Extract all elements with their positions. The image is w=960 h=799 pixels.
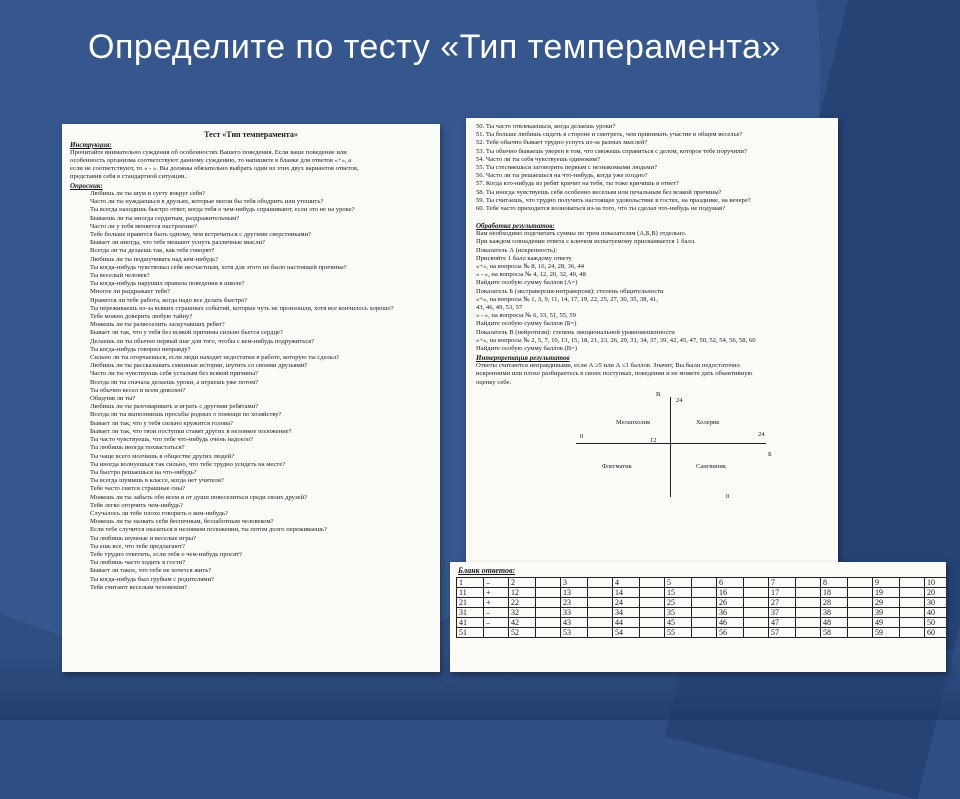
question-number-cell: 31 (457, 608, 484, 618)
question-item: 28. Всегда ли ты выполняешь просьбы родных о помощи по хозяйству? (90, 411, 432, 419)
answer-mark-cell[interactable] (744, 598, 769, 608)
answer-mark-cell[interactable] (744, 578, 769, 588)
answer-mark-cell[interactable] (588, 628, 613, 638)
answer-mark-cell[interactable] (588, 608, 613, 618)
answer-mark-cell[interactable] (848, 598, 873, 608)
question-number-cell: 47 (769, 618, 796, 628)
answer-mark-cell[interactable] (640, 618, 665, 628)
answer-mark-cell[interactable] (692, 588, 717, 598)
text-line: Вам необходимо подсчитать суммы по трем показателям (А,Б,В) отдельно. (476, 230, 687, 238)
text-line: 51. Ты больше любишь сидеть в стороне и смотреть, чем принимать участие в общем веселье? (476, 131, 743, 139)
question-item: 9. Любишь ли ты подшучивать над кем-нибудь? (90, 256, 432, 264)
question-number-cell: 3 (561, 578, 588, 588)
question-item: 36. Ты всегда шумишь в классе, когда нет учителя? (90, 477, 432, 485)
answer-mark-cell[interactable] (900, 618, 925, 628)
answer-mark-cell[interactable]: + (484, 598, 509, 608)
answer-mark-cell[interactable] (796, 618, 821, 628)
question-item: 5. Часто ли у тебя меняется настроение? (90, 223, 432, 231)
question-item: 4. Бываешь ли ты иногда сердитым, раздражительным? (90, 215, 432, 223)
answer-mark-cell[interactable] (536, 588, 561, 598)
question-number-cell: 15 (665, 588, 692, 598)
question-number-cell: 9 (873, 578, 900, 588)
answer-mark-cell[interactable]: + (484, 588, 509, 598)
answer-mark-cell[interactable] (588, 578, 613, 588)
question-item: 19. Делаешь ли ты обычно первый шаг для того, чтобы с кем-нибудь подружиться? (90, 338, 432, 346)
answer-mark-cell[interactable] (588, 598, 613, 608)
question-item: 40. Случалось ли тебе плохо говорить о ком-нибудь? (90, 510, 432, 518)
question-number-cell: 5 (665, 578, 692, 588)
question-number-cell: 52 (509, 628, 536, 638)
questionnaire-heading: Опросник: (70, 182, 103, 190)
question-number-cell: 59 (873, 628, 900, 638)
answer-mark-cell[interactable] (744, 628, 769, 638)
answer-mark-cell[interactable]: – (484, 608, 509, 618)
question-item: 48. Ты когда-нибудь был грубым с родителями? (90, 576, 432, 584)
question-number-cell: 56 (717, 628, 744, 638)
text-line: Показатель В (нейротизм): степень эмоциональной уравновешенности (476, 328, 675, 336)
question-item: 10. Ты когда-нибудь чувствовал себя несчастным, хотя для этого не было настоящей причины? (90, 264, 432, 272)
answer-mark-cell[interactable] (900, 588, 925, 598)
temperament-diagram (546, 391, 796, 503)
question-number-cell: 14 (613, 588, 640, 598)
horizontal-axis (576, 443, 766, 444)
question-number-cell: 49 (873, 618, 900, 628)
text-line: Найдите особую сумму баллов (В=) (476, 345, 578, 353)
question-number-cell: 30 (925, 598, 947, 608)
axis-label-v: В (656, 390, 661, 398)
answer-mark-cell[interactable] (796, 598, 821, 608)
question-item: 17. Можешь ли ты развеселить заскучавших ребят? (90, 321, 432, 329)
answer-mark-cell[interactable] (744, 608, 769, 618)
question-number-cell: 13 (561, 588, 588, 598)
answer-mark-cell[interactable] (848, 588, 873, 598)
answer-mark-cell[interactable] (536, 598, 561, 608)
answer-mark-cell[interactable] (536, 608, 561, 618)
question-number-cell: 28 (821, 598, 848, 608)
slide-title: Определите по тесту «Тип темперамента» (88, 28, 781, 66)
answer-mark-cell[interactable] (796, 608, 821, 618)
interpretation-heading: Интерпретация результатов (476, 354, 570, 363)
question-item: 25. Ты обычно весел и всем доволен? (90, 387, 432, 395)
text-line: «+», на вопросы № 1, 3, 9, 11, 14, 17, 19, 22, 25, 27, 30, 35, 38, 41, (476, 295, 658, 303)
answer-mark-cell[interactable] (692, 598, 717, 608)
question-number-cell: 45 (665, 618, 692, 628)
answer-row (457, 618, 947, 628)
vertical-axis (670, 397, 671, 497)
question-number-cell: 43 (561, 618, 588, 628)
question-item: 11. Ты веселый человек? (90, 272, 432, 280)
answer-mark-cell[interactable] (848, 628, 873, 638)
question-item: 2. Часто ли ты нуждаешься в друзьях, которые могли бы тебя ободрить или утешить? (90, 198, 432, 206)
answer-row (457, 628, 947, 638)
question-number-cell: 32 (509, 608, 536, 618)
answer-row (457, 608, 947, 618)
text-line: Найдите особую сумму баллов (Б=) (476, 320, 577, 328)
question-number-cell: 8 (821, 578, 848, 588)
text-line: искренними или плохо разбираетесь в своих поступках, поведении и не можете дать объективную (476, 370, 753, 378)
question-item: 38. Можешь ли ты забыть обо всем и от души повеселиться среди своих друзей? (90, 494, 432, 502)
question-number-cell: 11 (457, 588, 484, 598)
question-number-cell: 12 (509, 588, 536, 598)
answer-mark-cell[interactable]: – (484, 618, 509, 628)
question-list (70, 190, 432, 592)
question-number-cell: 25 (665, 598, 692, 608)
answer-mark-cell[interactable] (796, 578, 821, 588)
question-item: 47. Бывает ли такое, что тебе не хочется жить? (90, 567, 432, 575)
question-item: 32. Ты любишь иногда похвастаться? (90, 444, 432, 452)
question-item: 29. Бывает ли так, что у тебя сильно кружится голова? (90, 420, 432, 428)
question-number-cell: 37 (769, 608, 796, 618)
question-item: 24. Всегда ли ты сначала делаешь уроки, а играешь уже потом? (90, 379, 432, 387)
answer-mark-cell[interactable] (640, 588, 665, 598)
text-line: 58. Ты иногда чувствуешь себя особенно веселым или печальным без всякой причины? (476, 188, 722, 196)
instruction-text (70, 149, 432, 181)
question-number-cell: 40 (925, 608, 947, 618)
question-item: 16. Тебе можно доверить любую тайну? (90, 313, 432, 321)
text-line: 57. Когда кто-нибудь из ребят кричит на тебя, ты тоже кричишь в ответ? (476, 180, 679, 188)
question-number-cell: 38 (821, 608, 848, 618)
question-number-cell: 26 (717, 598, 744, 608)
question-number-cell: 44 (613, 618, 640, 628)
question-item: 14. Нравится ли тебе работа, когда надо все делать быстро? (90, 297, 432, 305)
question-item: 13. Многое ли раздражает тебя? (90, 288, 432, 296)
question-item: 39. Тебя легко огорчить чем-нибудь? (90, 502, 432, 510)
question-item: 49. Тебя считают веселым человеком? (90, 584, 432, 592)
answer-form (450, 562, 946, 672)
instruction-line: Прочитайте внимательно суждения об особенностях Вашего поведения. Если ваше поведение или (70, 149, 347, 156)
question-item: 21. Сильно ли ты огорчаешься, если люди находят недостатки в работе, которую ты сделал? (90, 354, 432, 362)
question-item: 23. Часто ли ты чувствуешь себя усталым без всякой причины? (90, 370, 432, 378)
question-number-cell: 29 (873, 598, 900, 608)
question-number-cell: 60 (925, 628, 947, 638)
quadrant-melancholic: Меланхолик (616, 418, 651, 426)
question-item: 22. Любишь ли ты рассказывать смешные истории, шутить со своими друзьями? (90, 362, 432, 370)
question-item: 41. Можешь ли ты назвать себя беспечным, беззаботным человеком? (90, 518, 432, 526)
axis-value-bottom: 0 (726, 492, 730, 500)
question-number-cell: 22 (509, 598, 536, 608)
answer-row (457, 578, 947, 588)
question-number-cell: 7 (769, 578, 796, 588)
text-line: « - », на вопросы № 4, 12, 20, 32, 40, 48 (476, 271, 586, 279)
text-line: « - », на вопросы № 6, 33, 51, 55, 59 (476, 312, 576, 320)
question-item: 34. Ты иногда волнуешься так сильно, что тебе трудно усидеть на месте? (90, 461, 432, 469)
quadrant-phlegmatic: Флегматик (602, 462, 632, 470)
interpretation-text (476, 362, 828, 387)
answer-mark-cell[interactable] (692, 618, 717, 628)
answer-mark-cell[interactable] (796, 588, 821, 598)
answer-mark-cell[interactable] (640, 628, 665, 638)
question-list-continued (476, 123, 828, 213)
question-item: 6. Тебе больше нравится быть одному, чем встречаться с другими сверстниками? (90, 231, 432, 239)
question-number-cell: 1 (457, 578, 484, 588)
question-number-cell: 6 (717, 578, 744, 588)
question-item: 18. Бывает ли так, что у тебя без всякой причины сильно бьется сердце? (90, 329, 432, 337)
answer-mark-cell[interactable] (692, 578, 717, 588)
question-number-cell: 20 (925, 588, 947, 598)
question-number-cell: 46 (717, 618, 744, 628)
question-item: 45. Тебе трудно ответить, если тебя о чем-нибудь просят? (90, 551, 432, 559)
question-number-cell: 17 (769, 588, 796, 598)
answer-mark-cell[interactable]: – (484, 578, 509, 588)
instruction-heading: Инструкция: (70, 141, 112, 149)
answer-mark-cell[interactable] (484, 628, 509, 638)
text-line: «+», на вопросы № 2, 5, 7, 10, 13, 15, 18, 21, 23, 26, 29, 31, 34, 37, 39, 42, 45, 47, 50, 52, 54, 56, 58, 60 (476, 336, 756, 344)
question-item: 1. Любишь ли ты шум и суету вокруг себя? (90, 190, 432, 198)
question-number-cell: 27 (769, 598, 796, 608)
question-number-cell: 51 (457, 628, 484, 638)
answer-mark-cell[interactable] (692, 628, 717, 638)
question-item: 31. Ты часто чувствуешь, что тебе что-нибудь очень надоело? (90, 436, 432, 444)
text-line: 52. Тебе обычно бывает трудно уснуть из-за разных мыслей? (476, 139, 648, 147)
question-item: 43. Ты любишь шумные и веселые игры? (90, 535, 432, 543)
question-number-cell: 57 (769, 628, 796, 638)
question-number-cell: 36 (717, 608, 744, 618)
question-item: 7. Бывает ли иногда, что тебе мешают уснуть различные мысли? (90, 239, 432, 247)
answer-mark-cell[interactable] (848, 618, 873, 628)
answer-mark-cell[interactable] (848, 608, 873, 618)
results-page (466, 118, 838, 564)
question-number-cell: 19 (873, 588, 900, 598)
question-number-cell: 2 (509, 578, 536, 588)
text-line: 53. Ты обычно бываешь уверен в том, что сможешь справиться с делом, которое тебе поручили? (476, 147, 747, 155)
question-item: 35. Ты быстро решаешься на что-нибудь? (90, 469, 432, 477)
question-item: 42. Если тебе случится оказаться в неловком положении, ты потом долго переживаешь? (90, 526, 432, 534)
question-number-cell: 16 (717, 588, 744, 598)
question-item: 44. Ты ешь все, что тебе предлагают? (90, 543, 432, 551)
question-number-cell: 58 (821, 628, 848, 638)
answer-mark-cell[interactable] (640, 578, 665, 588)
question-number-cell: 34 (613, 608, 640, 618)
text-line: Найдите особую сумму баллов (А=) (476, 279, 578, 287)
answer-mark-cell[interactable] (588, 618, 613, 628)
question-number-cell: 54 (613, 628, 640, 638)
text-line: Показатель Б (экстраверсия-интраверсия): степень общительности (476, 287, 664, 295)
text-line: При каждом совпадении ответа с ключом испытуемому присваивается 1 балл. (476, 238, 696, 246)
answer-mark-cell[interactable] (900, 598, 925, 608)
answer-row (457, 598, 947, 608)
question-number-cell: 23 (561, 598, 588, 608)
question-item: 27. Любишь ли ты разговаривать и играть с другими ребятами? (90, 403, 432, 411)
text-line: 56. Часто ли ты решаешься на что-нибудь, когда уже поздно? (476, 172, 648, 180)
answer-mark-cell[interactable] (900, 578, 925, 588)
question-number-cell: 41 (457, 618, 484, 628)
question-number-cell: 42 (509, 618, 536, 628)
instruction-line: если не соответствуют, то « - ». Вы должны обязательно выбрать один из этих двух вариантов ответов, (70, 165, 359, 172)
text-line: Ответы считаются неправдивыми, если А ≥5 или А ≤1 баллов. Значит, Вы были недостаточно (476, 362, 740, 370)
text-line: 55. Ты стесняешься заговорить первым с незнакомыми людьми? (476, 164, 657, 172)
answer-mark-cell[interactable] (744, 588, 769, 598)
answer-row (457, 588, 947, 598)
question-item: 12. Ты когда-нибудь нарушил правила поведения в школе? (90, 280, 432, 288)
answer-mark-cell[interactable] (796, 628, 821, 638)
axis-value-center: 12 (650, 436, 657, 444)
text-line: 43, 46, 49, 53, 57 (476, 304, 523, 312)
answer-mark-cell[interactable] (640, 598, 665, 608)
question-number-cell: 55 (665, 628, 692, 638)
instruction-line: представив себя в стандартной ситуации. (70, 173, 187, 180)
text-line: 59. Ты считаешь, что трудно получить настоящее удовольствие в гостях, на празднике, на вечере? (476, 196, 751, 204)
question-number-cell: 10 (925, 578, 947, 588)
answer-mark-cell[interactable] (536, 578, 561, 588)
axis-label-b: Б (768, 450, 772, 458)
axis-value-top: 24 (676, 396, 683, 404)
text-line: оценку себе. (476, 378, 512, 386)
processing-heading: Обработка результатов: (476, 222, 555, 231)
test-title: Тест «Тип темперамента» (204, 130, 298, 139)
text-line: 54. Часто ли ты себя чувствуешь одиноким? (476, 155, 600, 163)
answer-mark-cell[interactable] (536, 618, 561, 628)
question-number-cell: 21 (457, 598, 484, 608)
answer-mark-cell[interactable] (692, 608, 717, 618)
question-item: 33. Ты чаще всего молчишь в обществе других людей? (90, 453, 432, 461)
processing-text (476, 230, 828, 353)
text-line: Показатель А (искренность): (476, 246, 558, 254)
question-number-cell: 18 (821, 588, 848, 598)
text-line: 60. Тебе часто приходится волноваться из-за того, что ты сделал что-нибудь не подумав? (476, 205, 726, 213)
question-number-cell: 53 (561, 628, 588, 638)
question-item: 26. Обидчив ли ты? (90, 395, 432, 403)
answer-mark-cell[interactable] (900, 608, 925, 618)
answer-mark-cell[interactable] (536, 628, 561, 638)
text-line: «+», на вопросы № 8, 16, 24, 28, 36, 44 (476, 263, 585, 271)
question-item: 20. Ты когда-нибудь говорил неправду? (90, 346, 432, 354)
answer-mark-cell[interactable] (848, 578, 873, 588)
question-number-cell: 4 (613, 578, 640, 588)
question-item: 15. Ты переживаешь из-за всяких страшных событий, которые чуть не произошли, хотя все кончилось хорошо? (90, 305, 432, 313)
question-number-cell: 48 (821, 618, 848, 628)
answer-mark-cell[interactable] (588, 588, 613, 598)
answer-mark-cell[interactable] (640, 608, 665, 618)
instruction-line: особенность организма соответствуют данному суждению, то напишите в бланке для ответов «+», а (70, 157, 352, 164)
answer-mark-cell[interactable] (744, 618, 769, 628)
question-item: 46. Ты любишь часто ходить в гости? (90, 559, 432, 567)
answer-form-title: Бланк ответов: (458, 566, 516, 575)
quadrant-sanguine: Сангвиник (696, 462, 727, 470)
answer-grid (456, 577, 946, 638)
question-item: 8. Всегда ли ты делаешь так, как тебе говорят? (90, 247, 432, 255)
text-line: 50. Ты часто отвлекаешься, когда делаешь уроки? (476, 123, 616, 130)
axis-value-right: 24 (758, 430, 765, 438)
question-item: 30. Бывает ли так, что твои поступки ставят других в неловкое положение? (90, 428, 432, 436)
question-number-cell: 24 (613, 598, 640, 608)
question-number-cell: 50 (925, 618, 947, 628)
quadrant-choleric: Холерик (696, 418, 720, 426)
question-item: 37. Тебе часто снятся страшные сны? (90, 485, 432, 493)
questionnaire-page (62, 124, 440, 672)
text-line: Присвойте 1 балл каждому ответу (476, 254, 572, 262)
axis-value-left: 0 (580, 432, 584, 440)
answer-mark-cell[interactable] (900, 628, 925, 638)
question-number-cell: 33 (561, 608, 588, 618)
question-number-cell: 39 (873, 608, 900, 618)
question-number-cell: 35 (665, 608, 692, 618)
question-item: 3. Ты всегда находишь быстро ответ, когда тебя о чем-нибудь спрашивают, если это не на уроке? (90, 206, 432, 214)
